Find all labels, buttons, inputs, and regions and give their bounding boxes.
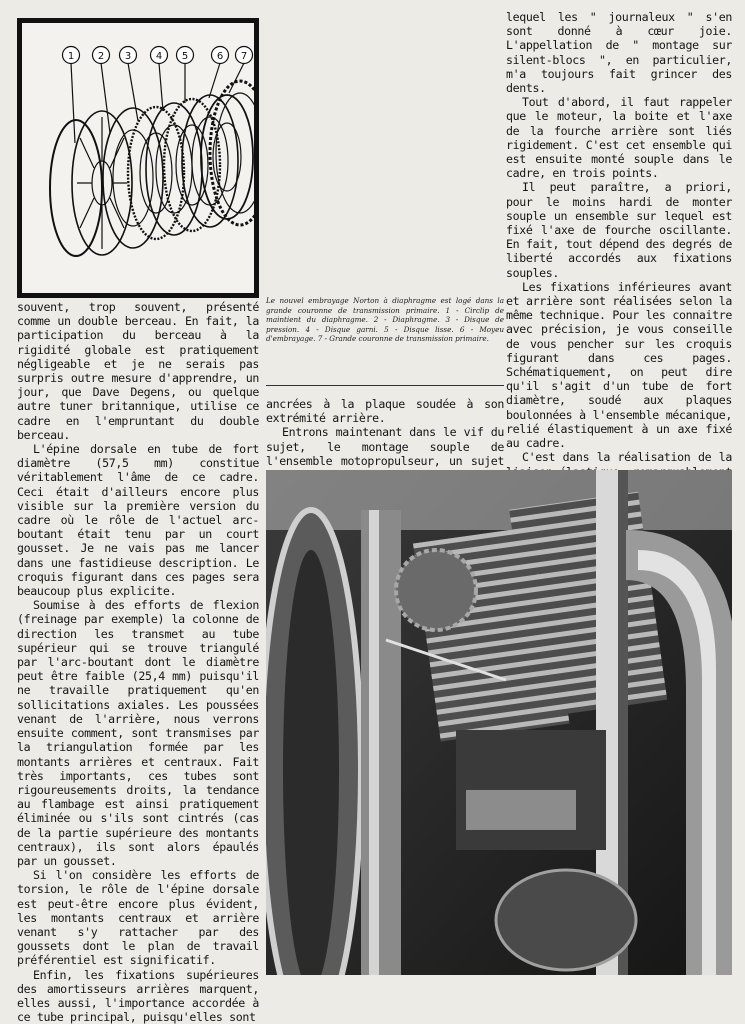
paragraph: C'est dans la réalisation de la xyxy=(522,450,732,465)
paragraph: ancrées à la plaque soudée à son extrémité arrière. xyxy=(266,397,504,426)
paragraph: Si l'on considère les efforts de torsion, le rôle de l'épine dorsale est peut-être encore plus évident, les montants centraux et arrière venant s'y rattacher par des goussets dont le plan de travail préférentiel est significatif. xyxy=(17,868,259,968)
paragraph: L'épine dorsale en tube de fort diamètre (57,5 mm) constitue véritablement l'âme de ce cadre. Ceci était d'ailleurs encore plus visible sur la première version du cadre où le rôle de l'actuel arc-boutant était tenu par un court gousset. Je ne vais pas me lancer dans une fastidieuse description. Le croquis figurant dans ces pages sera beaucoup plus explicite. xyxy=(17,442,259,599)
paragraph: Les fixations inférieures avant et arrière sont réalisées selon la même technique. Pour les connaitre avec précision, je vous conseille de vous pencher sur les croquis figurant dans ces pages. Schématiquement, on peut dire qu'il s'agit d'un tube de fort diamètre, soudé aux plaques boulonnées à l'ensemble mécanique, relié élastiquement à un axe fixé au cadre. xyxy=(506,279,732,451)
paragraph: Entrons maintenant dans le vif du sujet, le montage souple de l'ensemble motopropulseur, un sujet xyxy=(266,425,504,468)
paragraph: Tout d'abord, il faut rappeler que le moteur, la boite et l'axe de la fourche arrière sont liés rigidement. C'est cet ensemble qui est ensuite monté souple dans le cadre, en trois points. xyxy=(506,95,732,181)
callout-5: 5 xyxy=(181,51,189,62)
clutch-exploded-figure xyxy=(17,18,259,298)
paragraph: Enfin, les fixations supérieures des amortisseurs arrières marquent, elles aussi, l'importance accordée à ce tube principal, puisqu'elles sont xyxy=(17,967,259,1024)
paragraph: souvent, trop souvent, présenté comme un double berceau. En fait, la participation du berceau à la rigidité globale est pratiquement négligeable et je ne serais pas surpris outre mesure d'apprendre, un jour, que Dave Degens, ou quelque autre tuner britannique, utilise ce cadre en l'empruntant du double berceau. xyxy=(17,300,259,442)
callout-3: 3 xyxy=(124,51,132,62)
callout-4: 4 xyxy=(155,51,163,62)
callout-7: 7 xyxy=(240,51,248,62)
paragraph: Il peut paraître, a priori, pour le moins hardi de monter souple un ensemble sur lequel est fixé l'axe de fourche oscillante. En fait, tout dépend des degrés de liberté accordés aux fixations souples. xyxy=(506,180,732,280)
left-column xyxy=(17,300,259,1024)
engine-photo xyxy=(266,470,732,975)
figure-caption: Le nouvel embrayage Norton à diaphragme est logé dans la grande couronne de transmission primaire. 1 - Circlip de maintient du diaphragme. 2 - Diaphragme. 3 - Disque de pression. 4 - Disque garni. 5 - Disque lisse. 6 - Moyeu d'embrayage. 7 - Grande couronne de transmission primaire. xyxy=(266,296,504,344)
right-column xyxy=(506,10,732,550)
callout-2: 2 xyxy=(97,51,105,62)
paragraph: Soumise à des efforts de flexion (freinage par exemple) la colonne de direction les transmet au tube supérieur qui se trouve triangulé par l'arc-boutant dont le diamètre peut être faible (25,4 mm) puisqu'il ne travaille pratiquement qu'en sollicitations axiales. Les poussées venant de l'arrière, nous verrons ensuite comment, sont transmises par la triangulation formée par les montants arrières et centraux. Fait très importants, ces tubes sont rigoureusements droits, la tendance au flambage est ainsi pratiquement éliminée ou s'ils sont cintrés (cas de la partie supérieure des montants centraux), ils sont alors épaulés par un gousset. xyxy=(17,598,259,868)
callout-1: 1 xyxy=(67,51,75,62)
caption-divider xyxy=(266,385,504,386)
callout-6: 6 xyxy=(216,51,224,62)
paragraph: lequel les " journaleux " s'en sont donné à cœur joie. L'appellation de " montage sur silent-blocs ", en particulier, m'a toujours fait grincer des dents. xyxy=(506,10,732,96)
